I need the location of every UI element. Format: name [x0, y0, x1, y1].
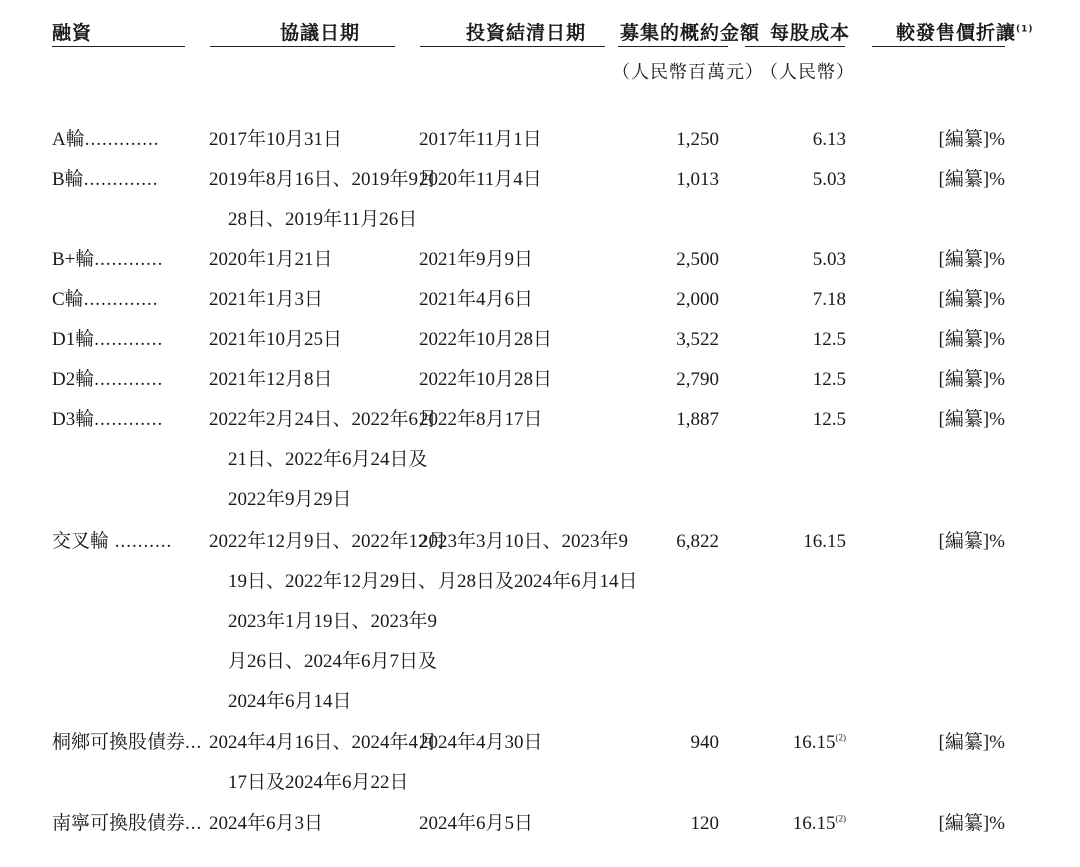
agreement-date-line: 2023年1月19日、2023年9: [228, 611, 438, 632]
row-leader-dots: .............: [84, 129, 160, 150]
settlement-date-line: 2022年10月28日: [419, 369, 553, 390]
agreement-date-line: 2022年2月24日、2022年6月: [209, 409, 438, 430]
settlement-date-line: 2022年10月28日: [419, 329, 553, 350]
cost-value: 5.03: [812, 169, 846, 190]
agreement-date-line: 2019年8月16日、2019年9月: [209, 169, 438, 190]
row-settlement-date: [419, 804, 533, 844]
cost-value: 7.18: [812, 289, 846, 310]
settlement-date-line: 月28日及2024年6月14日: [438, 571, 638, 592]
agreement-date-line: 2024年6月14日: [228, 691, 352, 712]
settlement-date-line: 2021年4月6日: [419, 289, 534, 310]
row-agreement-date: [209, 240, 333, 280]
row-leader-dots: .............: [83, 289, 159, 310]
row-leader-dots: ...: [185, 732, 203, 753]
row-name: [52, 160, 158, 200]
row-name: [52, 120, 159, 160]
row-settlement-date: [419, 160, 542, 200]
cost-note: (2): [835, 732, 846, 743]
row-amount: 6,822: [676, 531, 719, 552]
row-amount: 1,250: [676, 129, 719, 150]
row-leader-dots: ..........: [109, 531, 173, 552]
cost-value: 12.5: [812, 369, 846, 390]
row-discount: [編纂]%: [938, 813, 1005, 834]
row-settlement-date: [419, 120, 542, 160]
row-amount: 2,000: [676, 289, 719, 310]
row-leader-dots: .............: [83, 169, 159, 190]
agreement-date-line: 2022年12月9日、2022年12月: [209, 531, 447, 552]
row-amount: 1,887: [676, 409, 719, 430]
row-agreement-date: [209, 723, 437, 803]
row-name-label: D2輪: [52, 369, 95, 390]
row-settlement-date: [419, 400, 543, 440]
agreement-date-line: 2022年9月29日: [228, 489, 352, 510]
header-rule-financing: [52, 46, 185, 47]
row-amount: 940: [690, 732, 719, 753]
row-discount: [編纂]%: [938, 409, 1005, 430]
header-rule-discount: [872, 46, 1005, 47]
row-name: [52, 804, 202, 844]
row-agreement-date: [209, 804, 323, 844]
row-settlement-date: [419, 522, 638, 602]
agreement-date-line: 2017年10月31日: [209, 129, 343, 150]
settlement-date-line: 2024年6月5日: [419, 813, 534, 834]
row-name-label: 桐鄉可換股債券: [52, 732, 186, 753]
row-agreement-date: [209, 522, 447, 722]
cost-note: (2): [835, 813, 846, 824]
header-amount-unit: （人民幣百萬元）: [612, 62, 764, 83]
row-discount: [編纂]%: [938, 531, 1005, 552]
row-cost-per-share: [803, 522, 846, 562]
row-agreement-date: [209, 280, 323, 320]
row-cost-per-share: [813, 120, 846, 160]
row-leader-dots: ............: [94, 409, 164, 430]
header-cost-per-share: 每股成本: [770, 22, 851, 44]
header-rule-agreement: [210, 46, 395, 47]
row-settlement-date: [419, 240, 533, 280]
row-discount: [編纂]%: [938, 369, 1005, 390]
agreement-date-line: 2024年6月3日: [209, 813, 324, 834]
row-name-label: C輪: [52, 289, 84, 310]
row-name: [52, 400, 163, 440]
agreement-date-line: 28日、2019年11月26日: [228, 209, 418, 230]
cost-value: 6.13: [812, 129, 846, 150]
row-amount: 2,500: [676, 249, 719, 270]
header-discount: [896, 18, 1034, 45]
row-settlement-date: [419, 280, 533, 320]
header-discount-note: (1): [1016, 24, 1034, 35]
cost-value: 16.15: [803, 531, 846, 552]
row-cost-per-share: [813, 240, 846, 280]
row-agreement-date: [209, 400, 437, 520]
row-name-label: B+輪: [52, 249, 95, 270]
header-agreement-date: 協議日期: [280, 22, 361, 44]
row-leader-dots: ............: [94, 369, 164, 390]
cost-value: 5.03: [812, 249, 846, 270]
row-discount: [編纂]%: [938, 169, 1005, 190]
cost-value: 12.5: [812, 329, 846, 350]
row-settlement-date: [419, 723, 543, 763]
row-agreement-date: [209, 320, 342, 360]
row-cost-per-share: [813, 400, 846, 440]
row-agreement-date: [209, 360, 333, 400]
row-amount: 2,790: [676, 369, 719, 390]
row-name: [52, 360, 163, 400]
row-name: [52, 723, 202, 763]
row-name-label: 南寧可換股債券: [52, 813, 186, 834]
row-cost-per-share: [793, 723, 846, 763]
agreement-date-line: 21日、2022年6月24日及: [228, 449, 428, 470]
row-discount: [編纂]%: [938, 732, 1005, 753]
row-settlement-date: [419, 360, 552, 400]
row-name: [52, 240, 163, 280]
header-rule-amount: [618, 46, 728, 47]
row-discount: [編纂]%: [938, 129, 1005, 150]
row-name: [52, 522, 172, 562]
row-amount: 3,522: [676, 329, 719, 350]
row-name-label: B輪: [52, 169, 84, 190]
header-rule-settlement: [420, 46, 605, 47]
agreement-date-line: 2020年1月21日: [209, 249, 333, 270]
cost-value: 16.15: [792, 813, 836, 834]
row-agreement-date: [209, 120, 342, 160]
agreement-date-line: 月26日、2024年6月7日及: [228, 651, 438, 672]
row-agreement-date: [209, 160, 437, 240]
header-financing: 融資: [52, 22, 93, 44]
cost-value: 16.15: [792, 732, 836, 753]
settlement-date-line: 2021年9月9日: [419, 249, 534, 270]
row-leader-dots: ............: [94, 249, 164, 270]
agreement-date-line: 2021年1月3日: [209, 289, 324, 310]
row-discount: [編纂]%: [938, 249, 1005, 270]
settlement-date-line: 2017年11月1日: [419, 129, 542, 150]
header-rule-cost: [745, 46, 845, 47]
row-cost-per-share: [813, 360, 846, 400]
header-cost-unit: （人民幣）: [760, 62, 855, 83]
agreement-date-line: 2021年12月8日: [209, 369, 333, 390]
settlement-date-line: 2023年3月10日、2023年9: [419, 531, 629, 552]
row-name-label: 交叉輪: [52, 531, 110, 552]
row-discount: [編纂]%: [938, 329, 1005, 350]
settlement-date-line: 2022年8月17日: [419, 409, 543, 430]
row-name: [52, 320, 163, 360]
cost-value: 12.5: [812, 409, 846, 430]
agreement-date-line: 17日及2024年6月22日: [228, 772, 409, 793]
row-cost-per-share: [813, 280, 846, 320]
row-discount: [編纂]%: [938, 289, 1005, 310]
row-name-label: A輪: [52, 129, 85, 150]
row-cost-per-share: [813, 320, 846, 360]
row-cost-per-share: [813, 160, 846, 200]
settlement-date-line: 2020年11月4日: [419, 169, 542, 190]
agreement-date-line: 2024年4月16日、2024年4月: [209, 732, 438, 753]
row-leader-dots: ............: [94, 329, 164, 350]
row-settlement-date: [419, 320, 552, 360]
row-cost-per-share: [793, 804, 846, 844]
agreement-date-line: 19日、2022年12月29日、: [228, 571, 438, 592]
row-leader-dots: ...: [185, 813, 203, 834]
header-discount-label: 較發售價折讓: [896, 22, 1017, 44]
header-amount: 募集的概約金額: [620, 22, 761, 44]
agreement-date-line: 2021年10月25日: [209, 329, 343, 350]
header-settlement-date: 投資結清日期: [466, 22, 587, 44]
settlement-date-line: 2024年4月30日: [419, 732, 543, 753]
row-amount: 120: [690, 813, 719, 834]
row-amount: 1,013: [676, 169, 719, 190]
row-name: [52, 280, 158, 320]
row-name-label: D3輪: [52, 409, 95, 430]
row-name-label: D1輪: [52, 329, 95, 350]
